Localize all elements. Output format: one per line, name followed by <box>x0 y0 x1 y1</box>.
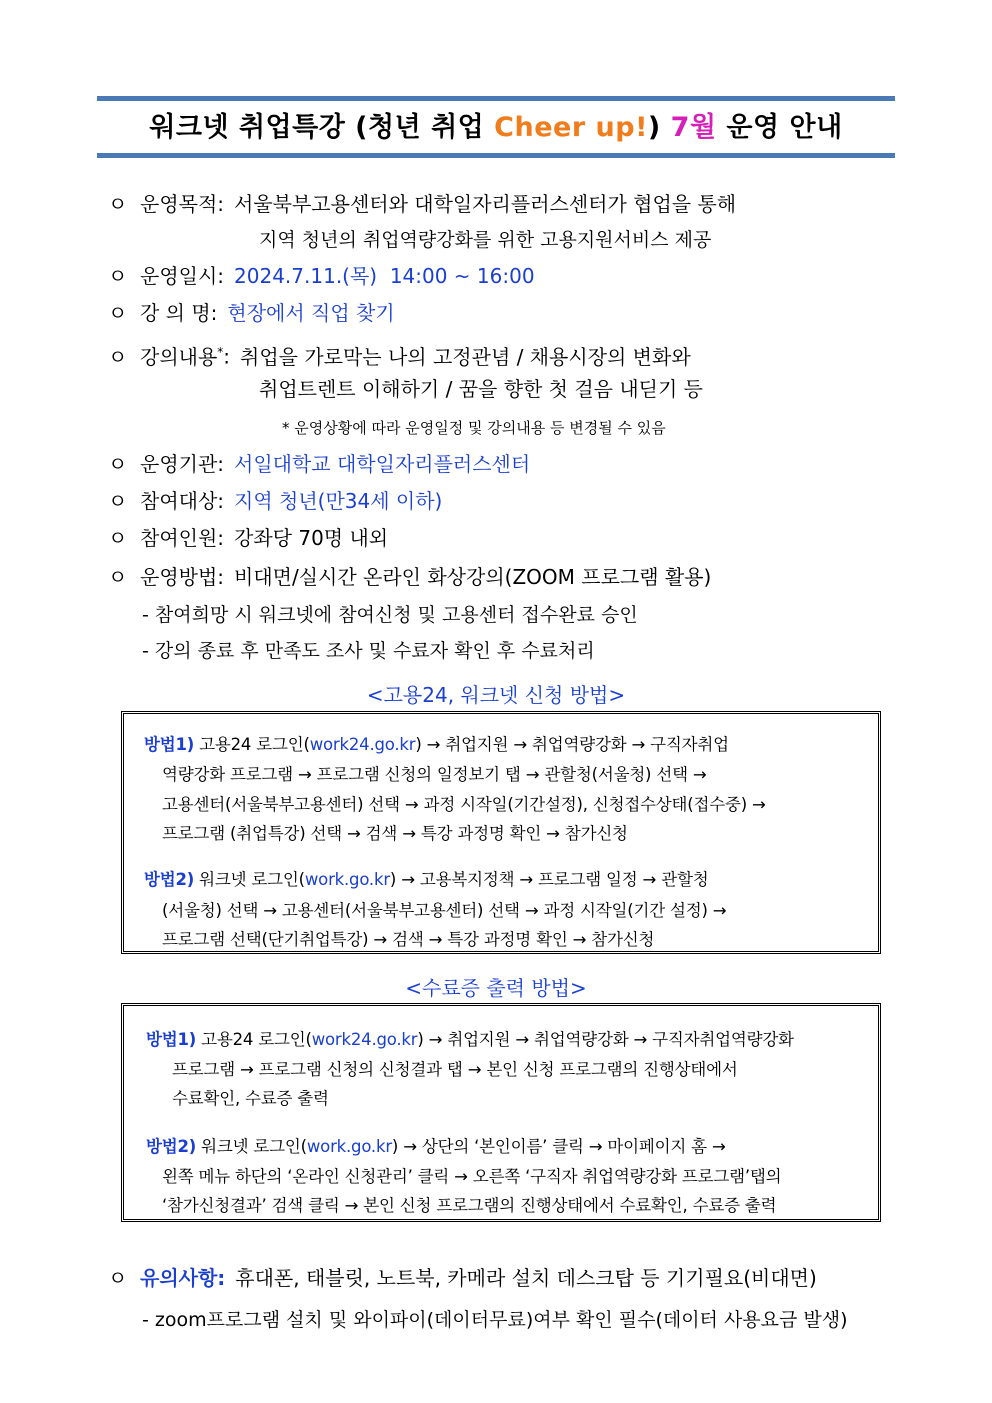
datetime-value: 2024.7.11.(목) 14:00 ~ 16:00 <box>234 264 535 288</box>
purpose-line1: 서울북부고용센터와 대학일자리플러스센터가 협업을 통해 <box>234 192 737 216</box>
cert-m2-text-a: 워크넷 로그인( <box>196 1137 307 1156</box>
content-row <box>108 340 691 369</box>
purpose-row <box>108 192 736 216</box>
cert-m2-url: work.go.kr <box>306 1137 392 1156</box>
cert-m1-text-b: ) → 취업지원 → 취업역량강화 → 구직자취업역량강화 <box>417 1030 794 1049</box>
cert-m1-line2: 프로그램 → 프로그램 신청의 신청결과 탭 → 본인 신청 프로그램의 진행상태에서 <box>172 1060 738 1079</box>
apply-m1-line4: 프로그램 (취업특강) 선택 → 검색 → 특강 과정명 확인 → 참가신청 <box>162 824 628 843</box>
organizer-row <box>108 452 530 476</box>
method-label: 운영방법: <box>140 565 225 589</box>
title-bottom-rule <box>97 153 895 158</box>
caution-label: 유의사항: <box>140 1266 226 1290</box>
cert-m2-line1 <box>146 1133 726 1157</box>
content-label: 강의내용 <box>140 344 218 369</box>
cert-m2-line2: 왼쪽 메뉴 하단의 ‘온라인 신청관리’ 클릭 → 오른쪽 ‘구직자 취업역량강화 프로그램’탭의 <box>162 1167 782 1186</box>
apply-m1-text-b: ) → 취업지원 → 취업역량강화 → 구직자취업 <box>415 735 729 754</box>
content-colon: : <box>223 344 231 369</box>
target-label: 참여대상: <box>140 489 225 513</box>
apply-m2-line2: (서울청) 선택 → 고용센터(서울북부고용센터) 선택 → 과정 시작일(기간 설정) → <box>162 901 727 920</box>
content-line2: 취업트렌트 이해하기 / 꿈을 향한 첫 걸음 내딛기 등 <box>259 377 703 401</box>
title-block <box>97 96 895 160</box>
capacity-label: 참여인원: <box>140 526 225 550</box>
cert-heading: <수료증 출력 방법> <box>405 976 587 1000</box>
bullet-icon: ㅇ <box>108 565 128 589</box>
caution-sub: - zoom프로그램 설치 및 와이파이(데이터무료)여부 확인 필수(데이터 사용요금 발생) <box>142 1309 848 1331</box>
title-top-rule <box>97 96 895 101</box>
title-part2: ) <box>647 112 671 143</box>
cert-m2-label: 방법2) <box>146 1137 197 1156</box>
cert-box <box>121 1003 881 1222</box>
cert-m1-label: 방법1) <box>146 1030 197 1049</box>
lecture-name-label: 강 의 명: <box>140 301 218 325</box>
bullet-icon: ㅇ <box>108 344 128 369</box>
caution-value: 휴대폰, 태블릿, 노트북, 카메라 설치 데스크탑 등 기기필요(비대면) <box>235 1266 817 1290</box>
lecture-name-value: 현장에서 직업 찾기 <box>227 301 395 325</box>
title-highlight: Cheer up! <box>494 112 648 143</box>
target-row <box>108 489 442 513</box>
bullet-icon: ㅇ <box>108 1266 128 1290</box>
content-mark: * <box>217 345 224 359</box>
purpose-label: 운영목적: <box>140 192 225 216</box>
cert-m1-line3: 수료확인, 수료증 출력 <box>172 1089 329 1108</box>
purpose-line2: 지역 청년의 취업역량강화를 위한 고용지원서비스 제공 <box>259 229 712 251</box>
apply-m1-text-a: 고용24 로그인( <box>194 735 310 754</box>
method-sub1: - 참여희망 시 워크넷에 참여신청 및 고용센터 접수완료 승인 <box>142 604 638 626</box>
apply-m1-label: 방법1) <box>144 735 195 754</box>
caution-row <box>108 1262 817 1291</box>
apply-m2-url: work.go.kr <box>304 870 390 889</box>
apply-m1-line1 <box>144 731 729 755</box>
apply-m2-text-a: 워크넷 로그인( <box>194 870 305 889</box>
apply-m2-label: 방법2) <box>144 870 195 889</box>
page-title <box>97 105 895 144</box>
bullet-icon: ㅇ <box>108 452 128 476</box>
title-month: 7월 <box>670 112 717 143</box>
bullet-icon: ㅇ <box>108 526 128 550</box>
lecture-name-row <box>108 301 395 325</box>
bullet-icon: ㅇ <box>108 301 128 325</box>
apply-m2-line3: 프로그램 선택(단기취업특강) → 검색 → 특강 과정명 확인 → 참가신청 <box>162 930 655 949</box>
cert-m1-url: work24.go.kr <box>311 1030 418 1049</box>
apply-m1-url: work24.go.kr <box>309 735 416 754</box>
cert-m1-text-a: 고용24 로그인( <box>196 1030 312 1049</box>
method-value: 비대면/실시간 온라인 화상강의(ZOOM 프로그램 활용) <box>234 565 712 589</box>
bullet-icon: ㅇ <box>108 192 128 216</box>
apply-m2-line1 <box>144 866 708 890</box>
cert-m1-line1 <box>146 1026 794 1050</box>
organizer-label: 운영기관: <box>140 452 225 476</box>
apply-box <box>121 711 881 954</box>
cert-m2-text-b: ) → 상단의 ‘본인이름’ 클릭 → 마이페이지 홈 → <box>391 1137 726 1156</box>
bullet-icon: ㅇ <box>108 489 128 513</box>
datetime-row <box>108 264 535 288</box>
cert-m2-line3: ‘참가신청결과’ 검색 클릭 → 본인 신청 프로그램의 진행상태에서 수료확인, 수료증 출력 <box>162 1196 777 1215</box>
apply-m1-line2: 역량강화 프로그램 → 프로그램 신청의 일정보기 탭 → 관할청(서울청) 선택 → <box>162 765 707 784</box>
apply-m1-line3: 고용센터(서울북부고용센터) 선택 → 과정 시작일(기간설정), 신청접수상태(접수중) → <box>162 795 766 814</box>
title-part3: 운영 안내 <box>716 112 843 143</box>
method-sub2: - 강의 종료 후 만족도 조사 및 수료자 확인 후 수료처리 <box>142 640 595 662</box>
content-line1: 취업을 가로막는 나의 고정관념 / 채용시장의 변화와 <box>240 344 691 369</box>
title-part1: 워크넷 취업특강 (청년 취업 <box>149 112 495 143</box>
apply-heading: <고용24, 워크넷 신청 방법> <box>366 683 626 707</box>
method-row <box>108 565 711 589</box>
capacity-row <box>108 526 388 550</box>
target-value: 지역 청년(만34세 이하) <box>234 489 443 513</box>
apply-m2-text-b: ) → 고용복지정책 → 프로그램 일정 → 관할청 <box>389 870 709 889</box>
organizer-value: 서일대학교 대학일자리플러스센터 <box>234 452 531 476</box>
content-note: * 운영상황에 따라 운영일정 및 강의내용 등 변경될 수 있음 <box>282 419 666 437</box>
capacity-value: 강좌당 70명 내외 <box>234 526 389 550</box>
datetime-label: 운영일시: <box>140 264 225 288</box>
bullet-icon: ㅇ <box>108 264 128 288</box>
